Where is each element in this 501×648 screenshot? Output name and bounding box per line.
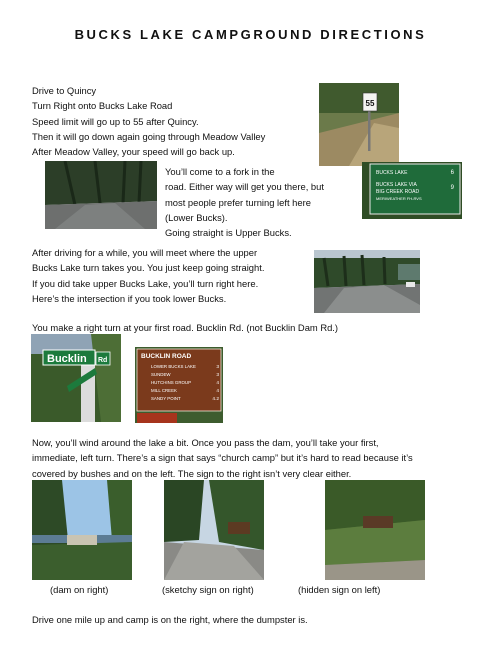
meet-line: Here’s the intersection if you took lower Bucks. [32,292,227,304]
brown-sign-row-label: SANDY POINT [151,396,181,401]
fork-line: You’ll come to a fork in the [165,166,275,177]
street-sign-photo [31,334,121,422]
intro-line: Then it will go down again going through Meadow Valley [32,130,266,142]
fork-text [165,164,324,240]
brown-sign-row-label: SUNDEW [151,372,171,377]
meet-line: After driving for a while, you will meet where the upper [32,247,258,258]
brown-sign-row-num: 4 [216,381,219,386]
brown-sign-row-num: 3 [216,373,219,378]
hidden-caption: (hidden sign on left) [298,584,381,595]
dam-line: immediate, left turn. There’s a sign that says “church camp” but it’s hard to read because it’s [32,452,413,464]
dam-text [32,435,413,481]
intro-line: Drive to Quincy [32,85,97,96]
sketchy-caption: (sketchy sign on right) [162,584,254,595]
speed-limit-photo [319,83,399,166]
green-sign-line: BUCKS LAKE [376,170,408,176]
green-sign-photo [362,162,462,219]
brown-sign-row-num: 4.2 [212,397,219,402]
fork-road-photo [45,161,157,229]
right-turn-text: You make a right turn at your first road. Bucklin Rd. (not Bucklin Dam Rd.) [32,322,339,333]
green-sign-number: 6 [450,170,454,176]
dam-caption: (dam on right) [50,584,109,595]
brown-sign-row-num: 3 [216,365,219,370]
brown-sign-row-label: MILL CREEK [151,388,177,393]
brown-sign-row-num: 4 [216,389,219,394]
intro-line: After Meadow Valley, your speed will go back up. [32,146,235,158]
fork-line: road. Either way will get you there, but [165,181,324,193]
meet-text [32,245,264,306]
sketchy-sign-photo [164,480,264,580]
meet-line: If you did take upper Bucks Lake, you’ll turn right here. [32,277,259,289]
intro-line: Turn Right onto Bucks Lake Road [32,100,173,112]
brown-sign-photo [135,347,223,423]
intro-line: Speed limit will go up to 55 after Quincy. [32,115,199,127]
dam-line: covered by bushes and on the left. The sign to the right isn’t very clear either. [32,467,352,479]
page-title: BUCKS LAKE CAMPGROUND DIRECTIONS [74,27,427,42]
intersection-photo [314,250,420,313]
fork-line: (Lower Bucks). [165,211,228,223]
dam-photo [32,480,132,580]
fork-line: Going straight is Upper Bucks. [165,227,292,239]
brown-sign-row-label: HUTCHINS GROUP [151,380,192,385]
speed-sign-number: 55 [365,99,375,108]
street-sign-text: Bucklin [47,353,87,365]
street-sign-suffix: Rd [98,357,108,364]
brown-sign-row-label: LOWER BUCKS LAKE [151,364,196,369]
green-sign-line: MERIWEATHER FH-RVS [376,196,422,201]
fork-line: most people prefer turning left here [165,196,311,208]
brown-sign-title: BUCKLIN ROAD [141,353,192,360]
meet-line: Bucks Lake turn takes you. You just keep going straight. [32,262,265,274]
hidden-sign-photo [325,480,425,580]
green-sign-line: BUCKS LAKE VIA [376,182,417,188]
green-sign-number: 9 [450,185,454,191]
final-text: Drive one mile up and camp is on the right, where the dumpster is. [32,614,308,625]
intro-text [32,83,265,159]
dam-line: Now, you’ll wind around the lake a bit. Once you pass the dam, you’ll take your first, [32,437,379,448]
green-sign-line: BIG CREEK ROAD [376,189,420,195]
